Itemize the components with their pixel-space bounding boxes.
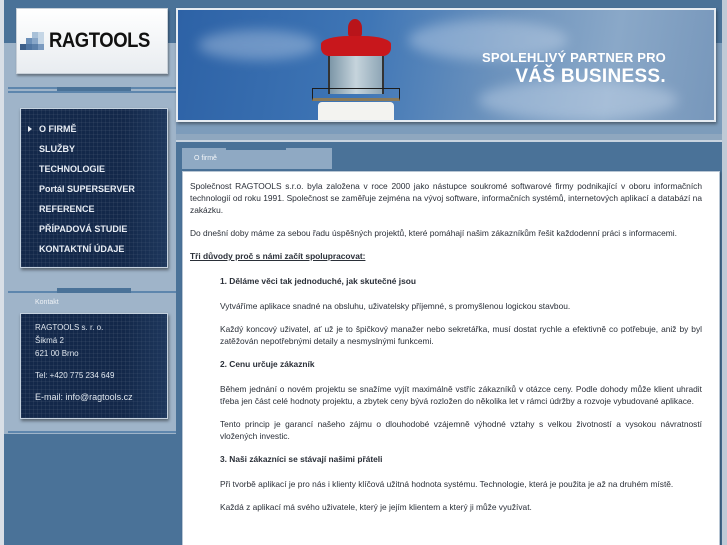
left-bottom-panel [4,434,176,545]
nav-item-sluzby[interactable]: SLUŽBY [39,144,75,154]
reasons-heading: Tři důvody proč s námi začít spolupracovat: [190,251,366,261]
left-column [4,0,176,545]
lighthouse-dome [321,36,391,56]
contact-street: Šikmá 2 [35,336,64,345]
lighthouse-finial [348,19,362,37]
contact-phone: Tel: +420 775 234 649 [35,371,115,380]
header-banner-area [176,0,727,134]
nav-item-technologie[interactable]: TECHNOLOGIE [39,164,106,174]
contact-company: RAGTOOLS s. r. o. [35,323,104,332]
cloud [198,30,318,60]
main-nav [20,108,168,268]
article [190,180,702,524]
logo[interactable] [16,8,168,74]
projects-paragraph: Do dnešní doby máme za sebou řadu úspěšných projektů, které pomáhají našim zákazníkům řešit každodenní práci s informacemi. [190,228,677,238]
intro-paragraph: Společnost RAGTOOLS s.r.o. byla založena v roce 2000 jako nástupce soukromé softwarové firmy podnikající v oboru informačních technologií od roku 1991. Společnost se zaměřuje zejména na vývoj software, informačních systémů, internetových aplikací a databází na zakázku. [190,181,702,215]
reason-1-title: 1. Děláme věci tak jednoduché, jak skutečné jsou [220,276,416,286]
lighthouse-railing [312,88,400,101]
banner-slogan-line2: VÁŠ BUSINESS. [515,66,666,87]
reason-2-paragraph-2: Tento princip je garancí našeho zájmu o dlouhodobé vzájemně výhodné vztahy s velkou životností a vysokou návratností vložených investic. [220,419,702,441]
nav-item-pripadova-studie[interactable]: PŘÍPADOVÁ STUDIE [39,224,128,234]
banner-slogan-line1: SPOLEHLIVÝ PARTNER PRO [481,50,666,65]
logo-mark-icon [20,32,44,50]
content-frame [176,140,727,545]
reason-3-title: 3. Naši zákazníci se stávají našimi přáteli [220,454,383,464]
section-tab-label: O firmě [194,155,217,162]
reason-1-paragraph-2: Každý koncový uživatel, ať už je to špičkový manažer nebo sekretářka, musí dostat rychle a efektivně co potřebuje, aniž by byl zatěžován nepotřebnými detaily a nesmyslnými funkcemi. [220,324,702,346]
reason-3-paragraph-2: Každá z aplikací má svého uživatele, který je jejím klientem a který ji může využívat. [220,502,532,512]
active-arrow-icon [28,126,32,132]
reason-1-paragraph-1: Vytváříme aplikace snadné na obsluhu, uživatelsky příjemné, s promyšlenou logickou stavbou. [220,301,571,311]
logo-text: RAGTOOLS [49,29,151,52]
contact-heading: Kontakt [35,299,59,306]
reason-2-title: 2. Cenu určuje zákazník [220,359,315,369]
divider [8,91,176,93]
lighthouse-tower [318,102,394,122]
divider [8,431,176,433]
banner-image [176,8,716,122]
nav-item-portal-superserver[interactable]: Portál SUPERSERVER [39,184,135,194]
right-edge [722,0,727,545]
divider [57,288,131,293]
section-tab [182,150,332,169]
reason-2-paragraph-1: Během jednání o novém projektu se snažíme vyjít maximálně vstříc zákazníků v otázce ceny. Podle dohody může klient uhradit třeba jen část celé hodnoty projektu, a zbytek ceny bývá rozložen do několika let v rámci údržby a rozvoje vybudované aplikace. [220,384,702,406]
nav-item-kontaktni-udaje[interactable]: KONTAKTNÍ ÚDAJE [39,244,125,254]
reason-3-paragraph-1: Při tvorbě aplikací je pro nás i klienty klíčová užitná hodnota systému. Technologie, která je použita je až na druhém místě. [220,479,674,489]
nav-item-o-firme[interactable]: O FIRMĚ [39,124,77,134]
contact-email[interactable]: E-mail: info@ragtools.cz [35,392,133,402]
contact-box [20,313,168,419]
nav-item-reference[interactable]: REFERENCE [39,204,95,214]
content-box [182,171,720,545]
contact-city: 621 00 Brno [35,349,79,358]
